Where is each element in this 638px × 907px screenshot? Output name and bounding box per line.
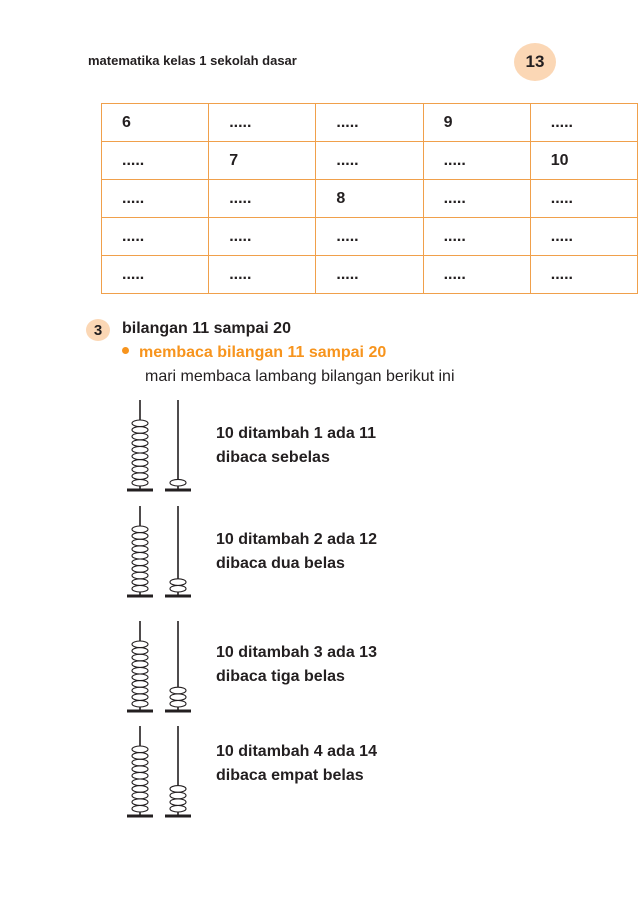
abacus-bead (132, 792, 148, 799)
abacus-bead (132, 420, 148, 427)
grid-cell: ..... (423, 256, 530, 294)
abacus-bead (132, 433, 148, 440)
grid-cell: ..... (423, 218, 530, 256)
abacus-bead (132, 759, 148, 766)
abacus-bead (170, 579, 186, 586)
grid-row (102, 256, 638, 294)
abacus-bead (132, 572, 148, 579)
grid-cell: ..... (423, 142, 530, 180)
abacus-caption (216, 422, 376, 470)
abacus-bead (132, 566, 148, 573)
abacus-bead (170, 792, 186, 799)
abacus-bead (132, 648, 148, 655)
grid-row (102, 104, 638, 142)
section-number-badge: 3 (86, 319, 110, 341)
abacus-item (124, 619, 524, 714)
grid-cell: 8 (316, 180, 423, 218)
abacus-bead (132, 539, 148, 546)
grid-cell: ..... (102, 142, 209, 180)
grid-row (102, 180, 638, 218)
abacus-bead (132, 746, 148, 753)
abacus-caption (216, 740, 377, 788)
grid-row (102, 142, 638, 180)
abacus-bead (132, 559, 148, 566)
caption-line-sum: 10 ditambah 1 ada 11 (216, 425, 377, 442)
section-title: bilangan 11 sampai 20 (122, 320, 291, 337)
abacus-bead (170, 585, 186, 592)
abacus-bead (132, 460, 148, 467)
page-number-badge: 13 (514, 43, 556, 81)
abacus-illustration (124, 504, 194, 599)
abacus-bead (132, 667, 148, 674)
abacus-item (124, 504, 524, 599)
grid-cell: ..... (316, 218, 423, 256)
grid-row (102, 218, 638, 256)
abacus-bead (132, 674, 148, 681)
ones-rod (165, 506, 191, 596)
abacus-item (124, 724, 524, 819)
header-title: matematika kelas 1 sekolah dasar (88, 53, 297, 68)
abacus-illustration (124, 619, 194, 714)
grid-cell: ..... (423, 180, 530, 218)
abacus-bead (132, 526, 148, 533)
subsection-description: mari membaca lambang bilangan berikut ini (145, 368, 455, 385)
abacus-bead (132, 446, 148, 453)
abacus-bead (132, 552, 148, 559)
grid-cell: 7 (209, 142, 316, 180)
abacus-bead (132, 440, 148, 447)
tens-rod (127, 400, 153, 490)
abacus-illustration (124, 398, 194, 493)
grid-cell: ..... (209, 180, 316, 218)
grid-cell: 6 (102, 104, 209, 142)
caption-line-sum: 10 ditambah 3 ada 13 (216, 644, 377, 661)
abacus-caption (216, 528, 377, 576)
abacus-bead (132, 700, 148, 707)
tens-rod (127, 506, 153, 596)
grid-cell: ..... (530, 256, 637, 294)
ones-rod (165, 621, 191, 711)
grid-cell: ..... (530, 180, 637, 218)
bullet-icon (122, 347, 129, 354)
abacus-bead (132, 654, 148, 661)
abacus-bead (170, 687, 186, 694)
abacus-bead (170, 786, 186, 793)
abacus-bead (132, 466, 148, 473)
abacus-bead (132, 687, 148, 694)
grid-cell: 10 (530, 142, 637, 180)
grid-cell: ..... (316, 104, 423, 142)
abacus-bead (170, 805, 186, 812)
abacus-item (124, 398, 524, 493)
abacus-bead (132, 585, 148, 592)
abacus-bead (132, 779, 148, 786)
abacus-bead (132, 661, 148, 668)
grid-cell: ..... (316, 256, 423, 294)
abacus-bead (132, 786, 148, 793)
number-grid (101, 103, 638, 294)
subsection-heading (122, 344, 386, 362)
caption-line-reading: dibaca empat belas (216, 767, 364, 784)
abacus-bead (132, 473, 148, 480)
grid-cell: ..... (316, 142, 423, 180)
abacus-bead (170, 799, 186, 806)
caption-line-sum: 10 ditambah 4 ada 14 (216, 743, 377, 760)
abacus-bead (132, 694, 148, 701)
ones-rod (165, 726, 191, 816)
ones-rod (165, 400, 191, 490)
abacus-bead (132, 641, 148, 648)
abacus-bead (132, 753, 148, 760)
caption-line-reading: dibaca tiga belas (216, 668, 345, 685)
grid-cell: ..... (209, 104, 316, 142)
abacus-bead (170, 694, 186, 701)
grid-cell: ..... (102, 256, 209, 294)
abacus-illustration (124, 724, 194, 819)
caption-line-reading: dibaca sebelas (216, 449, 330, 466)
abacus-bead (132, 799, 148, 806)
caption-line-reading: dibaca dua belas (216, 555, 345, 572)
subsection-title: membaca bilangan 11 sampai 20 (139, 344, 387, 361)
caption-line-sum: 10 ditambah 2 ada 12 (216, 531, 377, 548)
abacus-bead (132, 479, 148, 486)
abacus-bead (132, 453, 148, 460)
abacus-bead (132, 546, 148, 553)
tens-rod (127, 621, 153, 711)
abacus-bead (132, 681, 148, 688)
grid-cell: ..... (530, 104, 637, 142)
abacus-bead (132, 766, 148, 773)
grid-cell: ..... (530, 218, 637, 256)
grid-cell: ..... (102, 218, 209, 256)
tens-rod (127, 726, 153, 816)
abacus-bead (170, 700, 186, 707)
abacus-caption (216, 641, 377, 689)
abacus-bead (132, 579, 148, 586)
grid-cell: ..... (209, 218, 316, 256)
abacus-bead (132, 805, 148, 812)
grid-cell: ..... (102, 180, 209, 218)
grid-cell: 9 (423, 104, 530, 142)
abacus-bead (132, 427, 148, 434)
grid-cell: ..... (209, 256, 316, 294)
abacus-bead (132, 772, 148, 779)
abacus-bead (170, 479, 186, 486)
abacus-bead (132, 533, 148, 540)
